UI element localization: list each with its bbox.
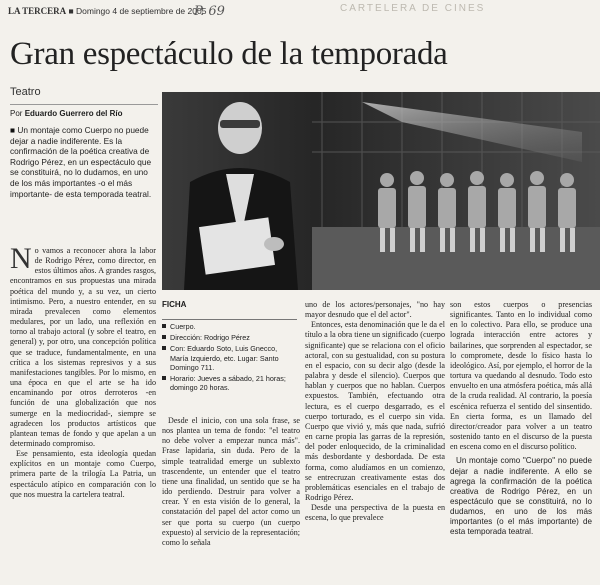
body-column-1 <box>10 242 156 500</box>
article-lead <box>10 125 158 199</box>
body-column-4 <box>450 300 592 538</box>
lead-bullet-icon: ■ <box>10 125 16 135</box>
byline-prefix: Por <box>10 109 23 118</box>
handwritten-page-number: P. 69 <box>194 4 225 19</box>
section-label: Teatro <box>10 86 41 98</box>
byline <box>10 109 122 118</box>
issue-date: Domingo 4 de septiembre de 2005 <box>76 6 207 16</box>
newspaper-name: LA TERCERA <box>8 6 67 16</box>
paragraph-7: son estos cuerpos o presencias significantes. Tanto en lo individual como en lo colectivo. Para ello, se produce una lograda interacción entre actores y bailarines, que sorprenden al espectador, se lo compromete, desde lo físico hasta lo ideológico. Así, por ejemplo, el horror de la tortura va quedando al desnudo. Todo esto envuelto en una atmósfera poética, más allá de la cruda realidad. Al contrario, la poesía escénica refuerza el sentido del sinsentido. En cierta forma, es un llamado del director/creador para volver a un teatro sostenido tanto en el discurso de la puesta en escena como en el discurso político. <box>450 300 592 452</box>
body-column-2 <box>162 416 300 548</box>
stage-photo-illustration <box>162 92 600 290</box>
section-rule <box>10 104 158 105</box>
info-item-director: Dirección: Rodrigo Pérez <box>162 333 297 342</box>
byline-author: Eduardo Guerrero del Río <box>24 109 123 118</box>
stage-photo <box>162 92 600 290</box>
bleed-through-section: CARTELERA DE CINES <box>340 3 486 14</box>
paragraph-4: uno de los actores/personajes, "no hay mayor desnudo que el del actor". <box>305 300 445 320</box>
article-title: Gran espectáculo de la temporada <box>10 36 448 72</box>
info-box-heading: FICHA <box>162 300 297 320</box>
paragraph-6: Desde una perspectiva de la puesta en escena, lo que prevalece <box>305 503 445 523</box>
info-item-cast-venue: Con: Eduardo Soto, Luis Gnecco, María Izquierdo, etc. Lugar: Santo Domingo 711. <box>162 344 297 372</box>
info-box <box>162 300 297 394</box>
paragraph-8: Un montaje como "Cuerpo" no puede dejar a nadie indiferente. A ello se agrega la confirmación de la poética creativa de Rodrigo Pérez, en un espectáculo que se constituirá, no lo dudamos, en uno de los más importantes (o el más importante) de esta temporada teatral. <box>450 456 592 537</box>
lead-text: Un montaje como Cuerpo no puede dejar a nadie indiferente. Es la confirmación de la poética creativa de Rodrigo Pérez, en un espectáculo que se constituirá, no lo dudamos, en uno de los más importantes -o el más importante- de esta temporada teatral. <box>10 125 152 199</box>
masthead <box>8 6 206 16</box>
paragraph-2: Ese pensamiento, esta ideología quedan explícitos en un montaje como Cuerpo, primera parte de la trilogía La Patria, un espectáculo atípico en comparación con lo que nos muestra la cartelera teatral. <box>10 449 156 499</box>
paragraph-1 <box>10 242 156 449</box>
drop-cap: N <box>10 242 32 275</box>
info-item-title: Cuerpo. <box>162 322 297 331</box>
paragraph-1-text: o vamos a reconocer ahora la labor de Rodrigo Pérez, como director, en estos últimos años. A grandes rasgos, encontramos en sus propuestas una mirada poética del mundo y, a su vez, un cierto intimismo. Pero, a nuestro entender, en su mirada prevalecen como elementos medulares, por un lado, una reflexión en torno al trabajo actoral (y sobre el teatro, en general) y, por otro, una concepción política que se traduce, fundamentalmente, en una crítica a los sistemas represivos y a sus manifestaciones tangibles. Por lo mismo, en una época en que el arte se ha ido encaminando por otros derroteros -en función de una globalización que nos sumerge en la mediocridad-, siempre se agradecen los productos artísticos que plantean temas de fondo y que apelan a un determinado compromiso. <box>10 246 156 448</box>
body-column-3 <box>305 300 445 523</box>
paragraph-3: Desde el inicio, con una sola frase, se nos plantea un tema de fondo: "el teatro no debe volver a empezar nunca más". Frase lapidaria, sin duda. Pero de la simple teatralidad emerge un sublexto trascendente, un entender que el teatro tiene una finalidad, un sentido que se ha ido perdiendo. Destruir para volver a crear. Y en esta visión de lo general, la constatación del papel del actor como un ser que porta su cuerpo (un cuerpo expuesto) al servicio de la representación; como lo señala <box>162 416 300 547</box>
info-box-list <box>162 322 297 392</box>
info-item-schedule: Horario: Jueves a sábado, 21 horas; domingo 20 horas. <box>162 374 297 392</box>
paragraph-5: Entonces, esta denominación que le da el título a la obra tiene un significado (cuerpo significante) que se relaciona con el oficio actoral, con su gestualidad, con su postura en el espacio, con su decir algo (desde la palabra y desde el silencio). Cuerpos que hablan y cuerpos que no hablan. Cuerpos expuestos. También, efectuando otra lectura, es el cuerpo desgarrado, es el cuerpo torturado, es el cuerpo sin vida. Cuerpo que vivió y, más que nada, sufrió en carne propia las garras de la represión, del poder enloquecido, de la criminalidad más desbordante y desbordada. De esta forma, como aludíamos en un comienzo, se entrecruzan creativamente estas dos problemáticas esenciales en el trabajo de Rodrigo Pérez. <box>305 320 445 502</box>
bullet-separator: ■ <box>68 6 74 16</box>
